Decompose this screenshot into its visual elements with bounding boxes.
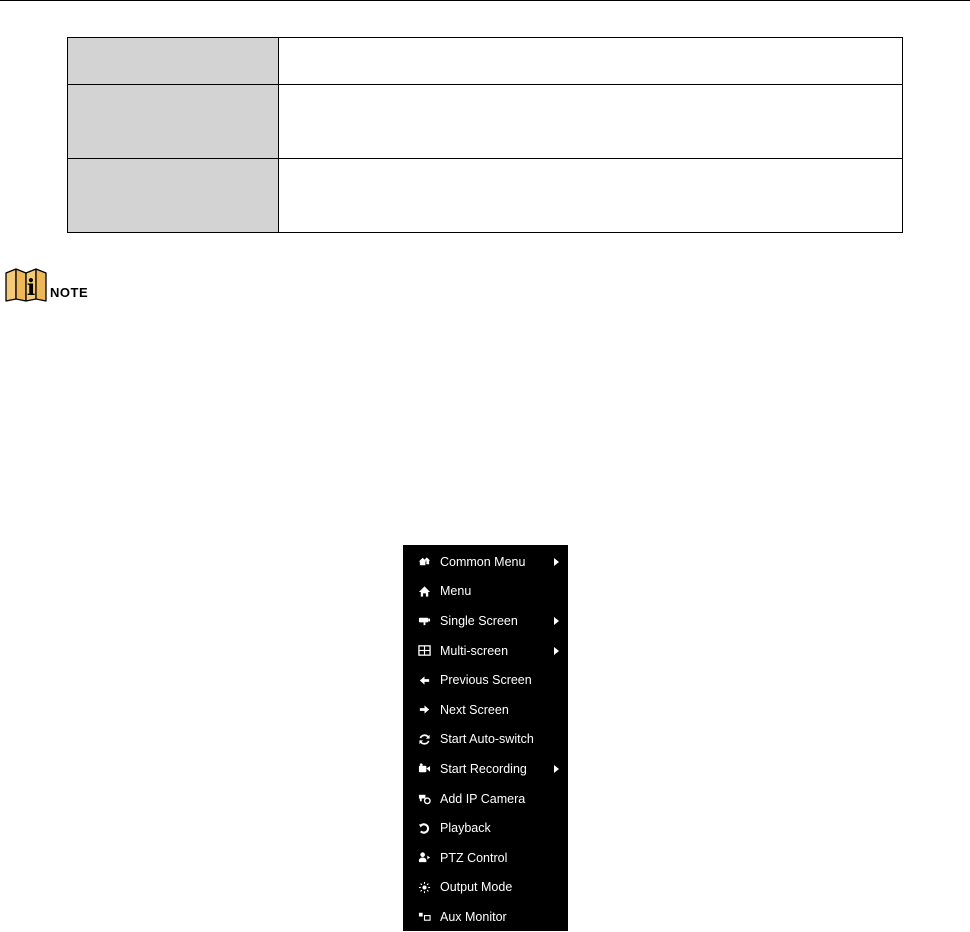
common-menu-icon: [417, 555, 431, 569]
submenu-arrow-icon: [554, 765, 559, 773]
menu-item-label: Common Menu: [440, 554, 526, 569]
ptz-icon: [417, 851, 431, 865]
menu-item-playback[interactable]: [403, 813, 568, 843]
brightness-icon: [417, 880, 431, 894]
table-row: [68, 85, 903, 159]
page-top-rule: [0, 0, 970, 1]
add-camera-icon: [417, 792, 431, 806]
note-label: NOTE: [50, 285, 89, 300]
menu-item-label: Next Screen: [440, 702, 509, 717]
submenu-arrow-icon: [554, 558, 559, 566]
spec-table: [67, 37, 903, 233]
refresh-icon: [417, 732, 431, 746]
menu-item-previous-screen[interactable]: [403, 665, 568, 695]
submenu-arrow-icon: [554, 617, 559, 625]
table-value-cell: [279, 85, 903, 159]
menu-item-label: Playback: [440, 821, 491, 836]
menu-item-label: Start Auto-switch: [440, 732, 534, 747]
home-icon: [417, 584, 431, 598]
table-row: [68, 38, 903, 85]
arrow-left-icon: [417, 673, 431, 687]
table-value-cell: [279, 159, 903, 233]
menu-item-common-menu[interactable]: [403, 547, 568, 577]
menu-item-multi-screen[interactable]: [403, 636, 568, 666]
table-row: [68, 159, 903, 233]
menu-item-output-mode[interactable]: [403, 873, 568, 903]
menu-item-aux-monitor[interactable]: [403, 902, 568, 932]
multi-screen-icon: [417, 644, 431, 658]
aux-monitor-icon: [417, 910, 431, 924]
menu-item-single-screen[interactable]: [403, 606, 568, 636]
menu-item-add-ip-camera[interactable]: [403, 784, 568, 814]
context-menu: [403, 545, 568, 931]
menu-item-label: Aux Monitor: [440, 909, 507, 924]
table-label-cell: [68, 159, 279, 233]
menu-item-label: Multi-screen: [440, 643, 509, 658]
menu-item-label: Previous Screen: [440, 673, 532, 688]
table-label-cell: [68, 85, 279, 159]
menu-item-start-recording[interactable]: [403, 754, 568, 784]
camera-icon: [417, 614, 431, 628]
info-icon: [4, 267, 48, 303]
menu-item-label: Menu: [440, 584, 472, 599]
menu-item-label: Start Recording: [440, 761, 527, 776]
menu-item-label: Add IP Camera: [440, 791, 526, 806]
table-value-cell: [279, 38, 903, 85]
menu-item-label: Output Mode: [440, 880, 513, 895]
menu-item-start-auto-switch[interactable]: [403, 725, 568, 755]
note-callout: [4, 267, 88, 303]
menu-item-menu[interactable]: [403, 577, 568, 607]
playback-icon: [417, 821, 431, 835]
menu-item-next-screen[interactable]: [403, 695, 568, 725]
svg-text:i: i: [26, 275, 36, 301]
menu-item-label: Single Screen: [440, 613, 518, 628]
submenu-arrow-icon: [554, 647, 559, 655]
record-icon: [417, 762, 431, 776]
arrow-right-icon: [417, 703, 431, 717]
menu-item-label: PTZ Control: [440, 850, 508, 865]
menu-item-ptz-control[interactable]: [403, 843, 568, 873]
table-label-cell: [68, 38, 279, 85]
